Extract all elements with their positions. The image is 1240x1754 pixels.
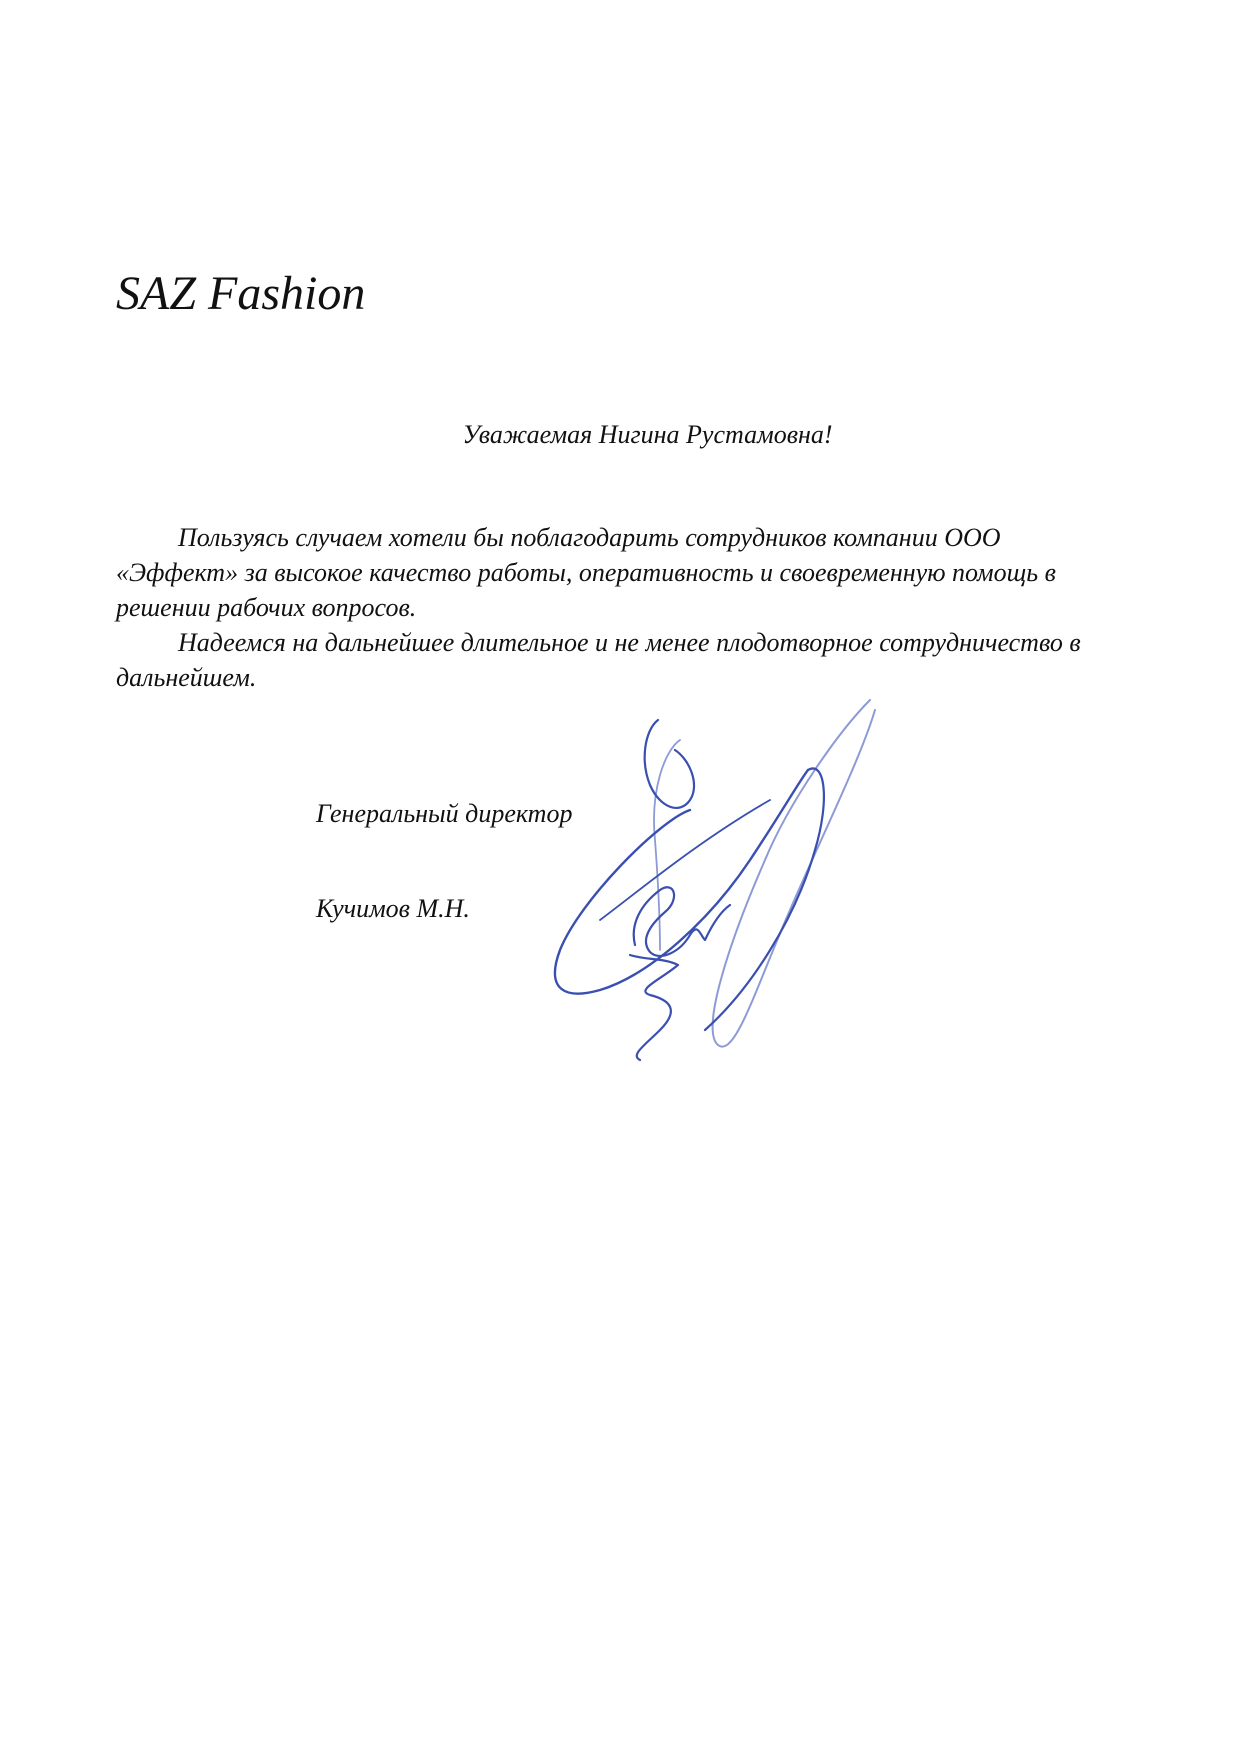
company-name: SAZ Fashion <box>116 267 366 320</box>
paragraph-cooperation: Надеемся на дальнейшее длительное и не менее плодотворное сотрудничество в дальнейшем. <box>116 628 1081 692</box>
signer-name: Кучимов М.Н. <box>316 894 470 923</box>
salutation: Уважаемая Нигина Рустамовна! <box>462 420 833 449</box>
signer-title: Генеральный директор <box>316 799 573 828</box>
paragraph-thanks: Пользуясь случаем хотели бы поблагодарить сотрудников компании ООО «Эффект» за высокое качество работы, оперативность и своевременную помощь в решении рабочих вопросов. <box>116 523 1056 622</box>
letter-body <box>116 520 1116 695</box>
signature-icon <box>540 690 900 1080</box>
